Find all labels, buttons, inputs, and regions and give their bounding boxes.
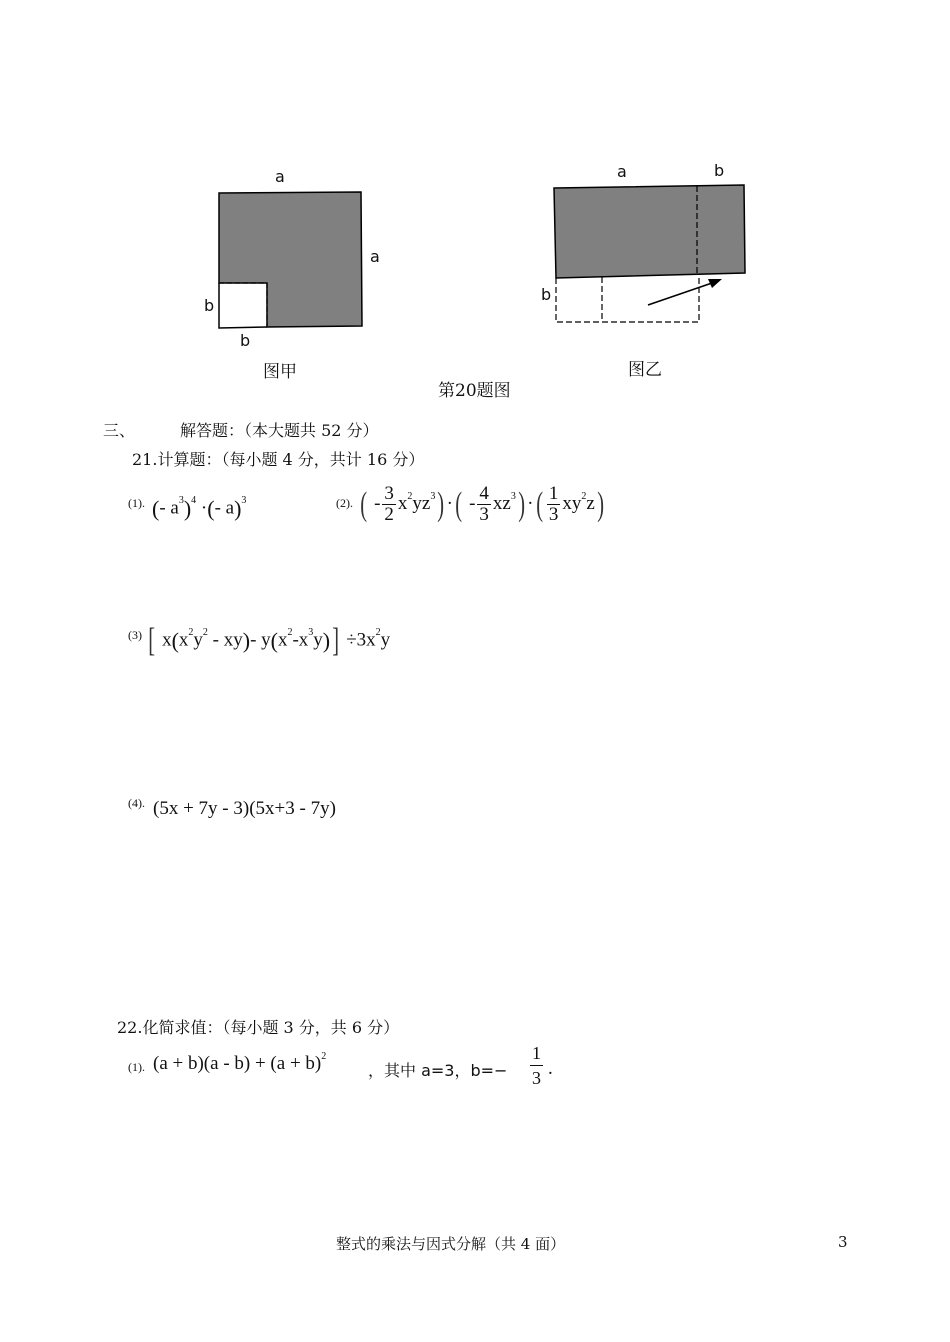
q22-p1-frac-den: 3 xyxy=(532,1068,541,1088)
section-title: 解答题：（本大题共 52 分） xyxy=(180,421,379,440)
figure-jia xyxy=(200,180,380,340)
small-square-outline xyxy=(219,283,267,328)
figure-group-caption: 第20题图 xyxy=(438,381,511,401)
q21-p1-number: (1). xyxy=(128,496,145,510)
q22-p1-cond-text: ，其中 a=3，b=− xyxy=(368,1061,508,1080)
jia-right-label: a xyxy=(370,247,380,266)
q21-p2-expression: ( - $\frac{3}{2}$ $x^2yz^3$) ·( - $\frac{4}{3}$ $xz^3$) ·( $\frac{1}{3}$ $xy^2z$) xyxy=(360,483,604,525)
q22-p1-expression xyxy=(153,1050,327,1075)
jia-left-label: b xyxy=(204,296,215,315)
q22-p1-condition xyxy=(368,1058,507,1081)
q21-p2-number: (2). xyxy=(336,496,353,510)
section-number: 三、 xyxy=(103,421,136,440)
yi-caption: 图乙 xyxy=(628,360,662,380)
q22-heading: 22.化简求值：（每小题 3 分，共 6 分） xyxy=(117,1018,400,1037)
q21-p3-expression: [ $x(x^2y^2 - xy)-$ $y(x^2-x^3y)] \div 3x^2y$ xyxy=(148,622,391,659)
figure-yi xyxy=(540,175,760,335)
q22-p1-exponent: 2 xyxy=(321,1050,327,1062)
arrow-head xyxy=(708,279,722,288)
footer-title: 整式的乘法与因式分解（共 4 面） xyxy=(336,1235,566,1253)
arrow-line xyxy=(648,283,712,305)
q21-p4-number: (4). xyxy=(128,796,145,810)
q22-p1-number: (1). xyxy=(128,1060,145,1074)
q21-p4-expression: (5x + 7y - 3)(5x+3 - 7y) xyxy=(153,798,336,819)
removed-strip-dashed xyxy=(556,276,699,322)
q21-p3-number: (3) xyxy=(128,628,142,642)
jia-top-label: a xyxy=(275,167,285,186)
jia-caption: 图甲 xyxy=(263,362,297,382)
jia-bottom-label: b xyxy=(240,331,251,350)
yi-label-b-top: b xyxy=(714,161,725,180)
q21-p1-expression: (- $a^3)^4$ ·(- a)$^3$ xyxy=(152,495,247,521)
q22-p1-frac-num: 1 xyxy=(530,1041,543,1066)
yi-label-a: a xyxy=(617,162,627,181)
rectangle-region xyxy=(554,185,745,278)
q22-p1-end: . xyxy=(548,1058,553,1079)
q22-p1-expr-text: (a + b)(a - b) + (a + b) xyxy=(153,1053,322,1074)
yi-label-b-left: b xyxy=(541,285,552,304)
q21-heading: 21.计算题：（每小题 4 分，共计 16 分） xyxy=(132,450,425,469)
page-number: 3 xyxy=(838,1233,848,1251)
q22-p1-fraction xyxy=(530,1041,543,1090)
